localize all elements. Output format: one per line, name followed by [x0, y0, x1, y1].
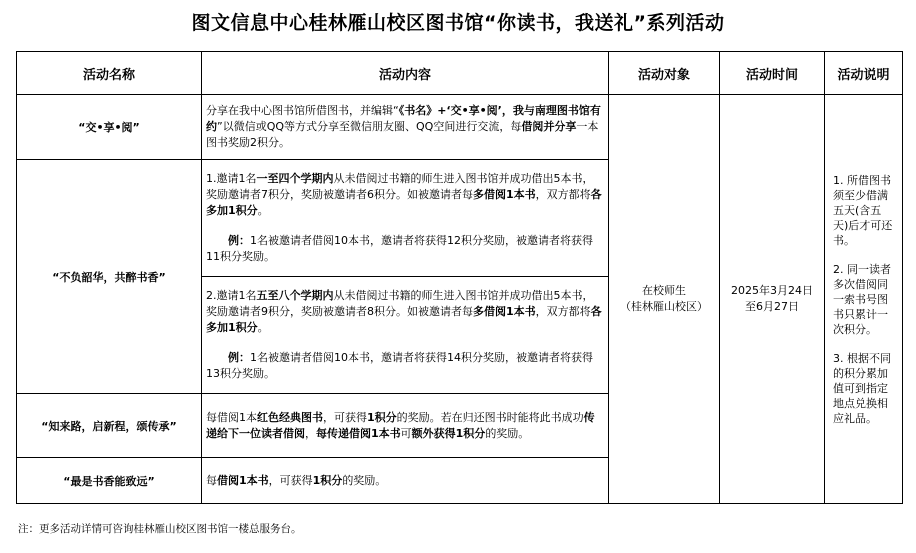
activity-time: 2025年3月24日 至6月27日	[720, 95, 825, 504]
note-item: 3. 根据不同的积分累加值可到指定地点兑换相应礼品。	[833, 351, 891, 425]
activity-table	[16, 51, 903, 504]
header-name: 活动名称	[17, 52, 202, 95]
activity-content-part: 1.邀请1名一至四个学期内从未借阅过书籍的师生进入图书馆并成功借出5本书，奖励邀请者7积分，奖励被邀请者6积分。如被邀请者每多借阅1本书，双方都将各多加1积分。 例：1名被邀请者借阅10本书，邀请者将获得12积分奖励，被邀请者将获得11积分奖励。	[202, 160, 609, 277]
activity-content-part: 2.邀请1名五至八个学期内从未借阅过书籍的师生进入图书馆并成功借出5本书，奖励邀请者9积分，奖励被邀请者8积分。如被邀请者每多借阅1本书，双方都将各多加1积分。 例：1名被邀请者借阅10本书，邀请者将获得14积分奖励，被邀请者将获得13积分奖励。	[202, 277, 609, 394]
footnote: 注：更多活动详情可咨询桂林雁山校区图书馆一楼总服务台。	[18, 523, 302, 535]
activity-name: “交•享•阅”	[17, 95, 202, 160]
note-item: 1. 所借图书须至少借满五天(含五天)后才可还书。	[833, 173, 893, 247]
activity-notes	[825, 95, 903, 504]
activity-name: “知来路，启新程，颂传承”	[17, 394, 202, 458]
activity-target: 在校师生 （桂林雁山校区）	[609, 95, 720, 504]
header-time: 活动时间	[720, 52, 825, 95]
activity-content: 分享在我中心图书馆所借图书，并编辑“《书名》+‘交•享•阅’，我与南理图书馆有约”以微信或QQ等方式分享至微信朋友圈、QQ空间进行交流，每借阅并分享一本图书奖励2积分。	[202, 95, 609, 160]
table-header-row	[17, 52, 903, 95]
note-item: 2. 同一读者多次借阅同一索书号图书只累计一次积分。	[833, 262, 891, 336]
header-content: 活动内容	[202, 52, 609, 95]
header-target: 活动对象	[609, 52, 720, 95]
activity-name: “不负韶华，共醉书香”	[17, 160, 202, 394]
header-notes: 活动说明	[825, 52, 903, 95]
activity-name: “最是书香能致远”	[17, 458, 202, 504]
page-title: 图文信息中心桂林雁山校区图书馆“你读书，我送礼”系列活动	[191, 12, 725, 34]
activity-content: 每借阅1本书，可获得1积分的奖励。	[202, 458, 609, 504]
table-row	[17, 95, 903, 160]
activity-content: 每借阅1本红色经典图书，可获得1积分的奖励。若在归还图书时能将此书成功传递给下一位读者借阅，每传递借阅1本书可额外获得1积分的奖励。	[202, 394, 609, 458]
